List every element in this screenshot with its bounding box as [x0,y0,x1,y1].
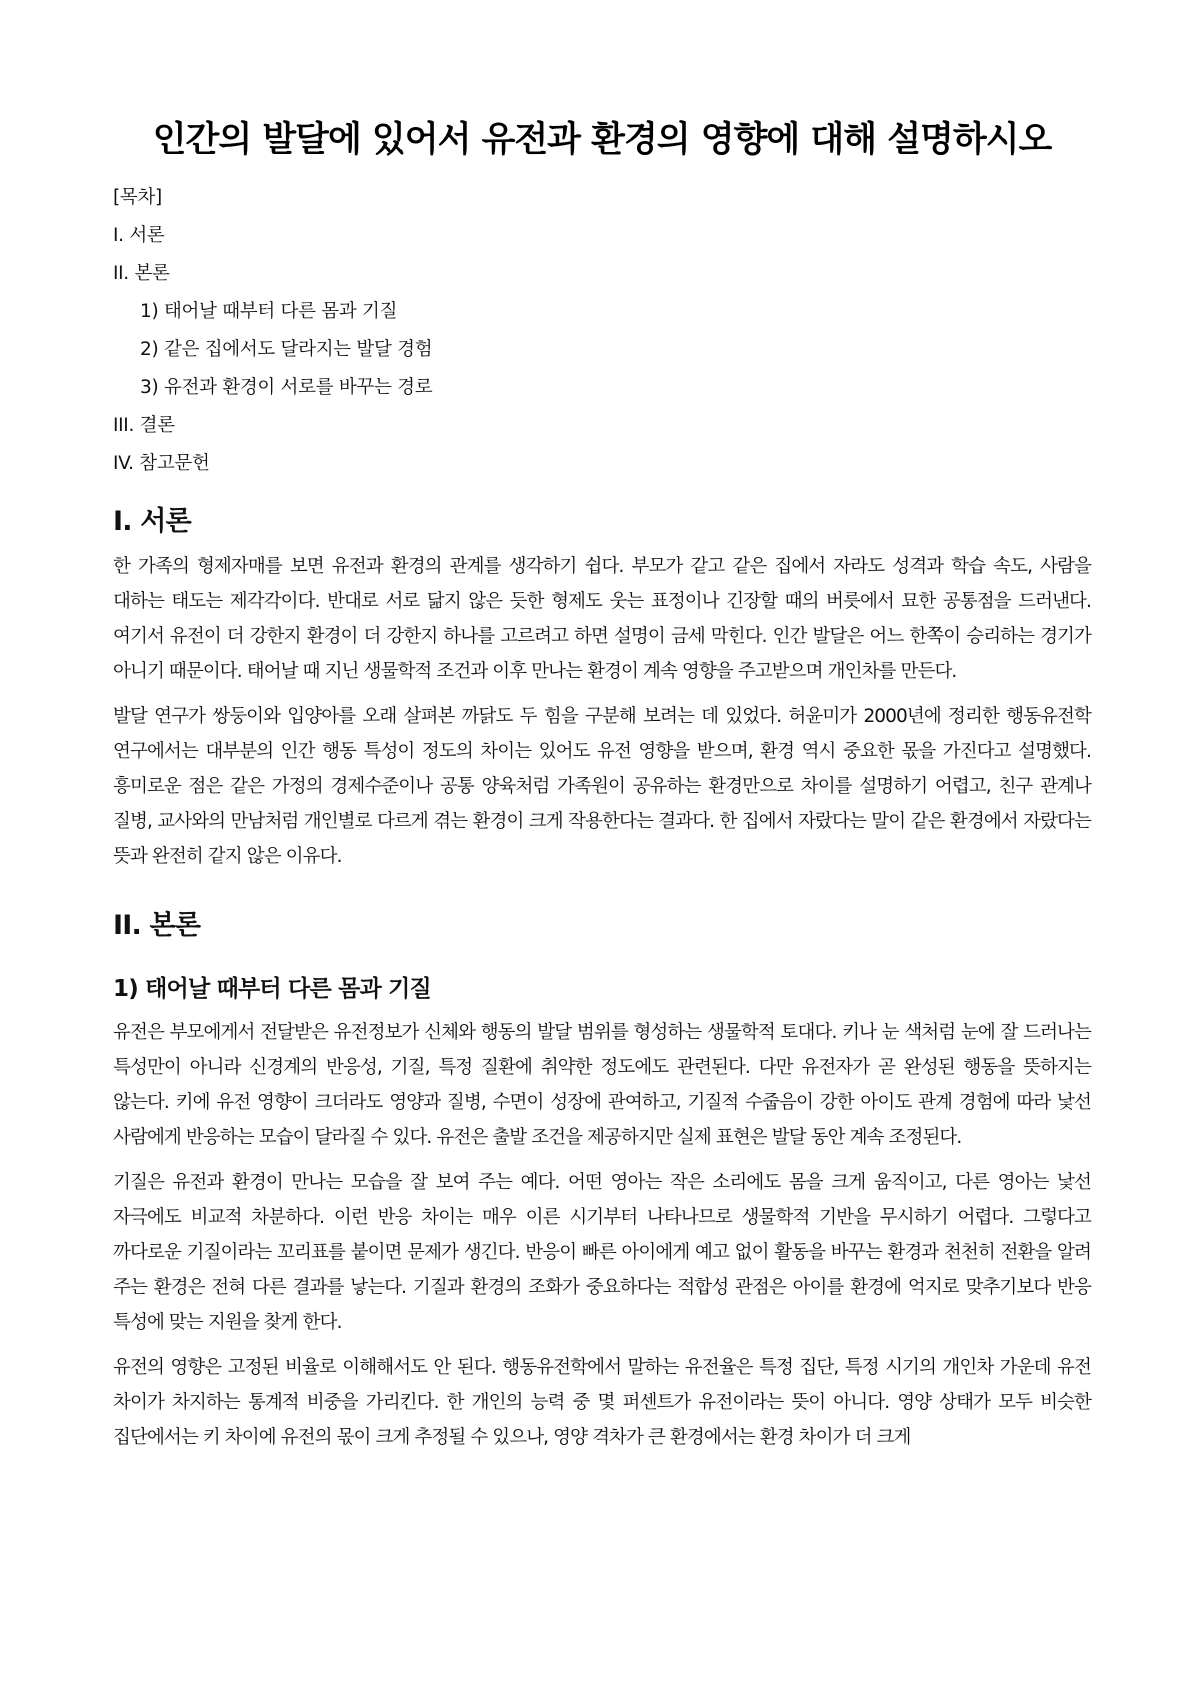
toc-heading: [목차] [113,186,162,208]
intro-paragraph: 한 가족의 형제자매를 보면 유전과 환경의 관계를 생각하기 쉽다. 부모가 같고 같은 집에서 자라도 성격과 학습 속도, 사람을 대하는 태도는 제각각이다. 반대로 서로 닮지 않은 듯한 형제도 웃는 표정이나 긴장할 때의 버릇에서 묘한 공통점을 드러낸다. 여기서 유전이 더 강한지 환경이 더 강한지 하나를 고르려고 하면 설명이 금세 막힌다. 인간 발달은 어느 한쪽이 승리하는 경기가 아니기 때문이다. 태어날 때 지닌 생물학적 조건과 이후 만나는 환경이 계속 영향을 주고받으며 개인차를 만든다. [113,555,1091,682]
table-of-contents [113,186,1091,476]
body-paragraph: 유전의 영향은 고정된 비율로 이해해서도 안 된다. 행동유전학에서 말하는 유전율은 특정 집단, 특정 시기의 개인차 가운데 유전 차이가 차지하는 통계적 비중을 가리킨다. 한 개인의 능력 중 몇 퍼센트가 유전이라는 뜻이 아니다. 영양 상태가 모두 비슷한 집단에서는 키 차이에 유전의 몫이 크게 추정될 수 있으나, 영양 격차가 큰 환경에서는 환경 차이가 더 크게 [113,1356,1091,1448]
toc-item-body-1: 1) 태어날 때부터 다른 몸과 기질 [140,300,398,322]
toc-item-intro: I. 서론 [113,224,165,246]
section-heading-body: II. 본론 [113,909,201,941]
body-paragraph: 유전은 부모에게서 전달받은 유전정보가 신체와 행동의 발달 범위를 형성하는 생물학적 토대다. 키나 눈 색처럼 눈에 잘 드러나는 특성만이 아니라 신경계의 반응성, 기질, 특정 질환에 취약한 정도에도 관련된다. 다만 유전자가 곧 완성된 행동을 뜻하지는 않는다. 키에 유전 영향이 크더라도 영양과 질병, 수면이 성장에 관여하고, 기질적 수줍음이 강한 아이도 관계 경험에 따라 낯선 사람에게 반응하는 모습이 달라질 수 있다. 유전은 출발 조건을 제공하지만 실제 표현은 발달 동안 계속 조정된다. [113,1021,1091,1148]
toc-item-conclusion: III. 결론 [113,414,175,436]
intro-paragraph: 발달 연구가 쌍둥이와 입양아를 오래 살펴본 까닭도 두 힘을 구분해 보려는 데 있었다. 허윤미가 2000년에 정리한 행동유전학 연구에서는 대부분의 인간 행동 특성이 정도의 차이는 있어도 유전 영향을 받으며, 환경 역시 중요한 몫을 가진다고 설명했다. 흥미로운 점은 같은 가정의 경제수준이나 공통 양육처럼 가족원이 공유하는 환경만으로 차이를 설명하기 어렵고, 친구 관계나 질병, 교사와의 만남처럼 개인별로 다르게 겪는 환경이 크게 작용한다는 결과다. 한 집에서 자랐다는 말이 같은 환경에서 자랐다는 뜻과 완전히 같지 않은 이유다. [113,705,1091,867]
document-title: 인간의 발달에 있어서 유전과 환경의 영향에 대해 설명하시오 [152,120,1052,160]
toc-item-body-3: 3) 유전과 환경이 서로를 바꾸는 경로 [140,376,433,398]
subsection-heading-1: 1) 태어날 때부터 다른 몸과 기질 [113,975,431,1002]
toc-item-body-2: 2) 같은 집에서도 달라지는 발달 경험 [140,338,433,360]
document-page [113,118,1091,1465]
toc-item-references: IV. 참고문헌 [113,452,210,474]
body-paragraph: 기질은 유전과 환경이 만나는 모습을 잘 보여 주는 예다. 어떤 영아는 작은 소리에도 몸을 크게 움직이고, 다른 영아는 낯선 자극에도 비교적 차분하다. 이런 반응 차이는 매우 이른 시기부터 나타나므로 생물학적 기반을 무시하기 어렵다. 그렇다고 까다로운 기질이라는 꼬리표를 붙이면 문제가 생긴다. 반응이 빠른 아이에게 예고 없이 활동을 바꾸는 환경과 천천히 전환을 알려 주는 환경은 전혀 다른 결과를 낳는다. 기질과 환경의 조화가 중요하다는 적합성 관점은 아이를 환경에 억지로 맞추기보다 반응 특성에 맞는 지원을 찾게 한다. [113,1171,1091,1333]
toc-item-body: II. 본론 [113,262,170,284]
section-heading-intro: I. 서론 [113,505,191,537]
